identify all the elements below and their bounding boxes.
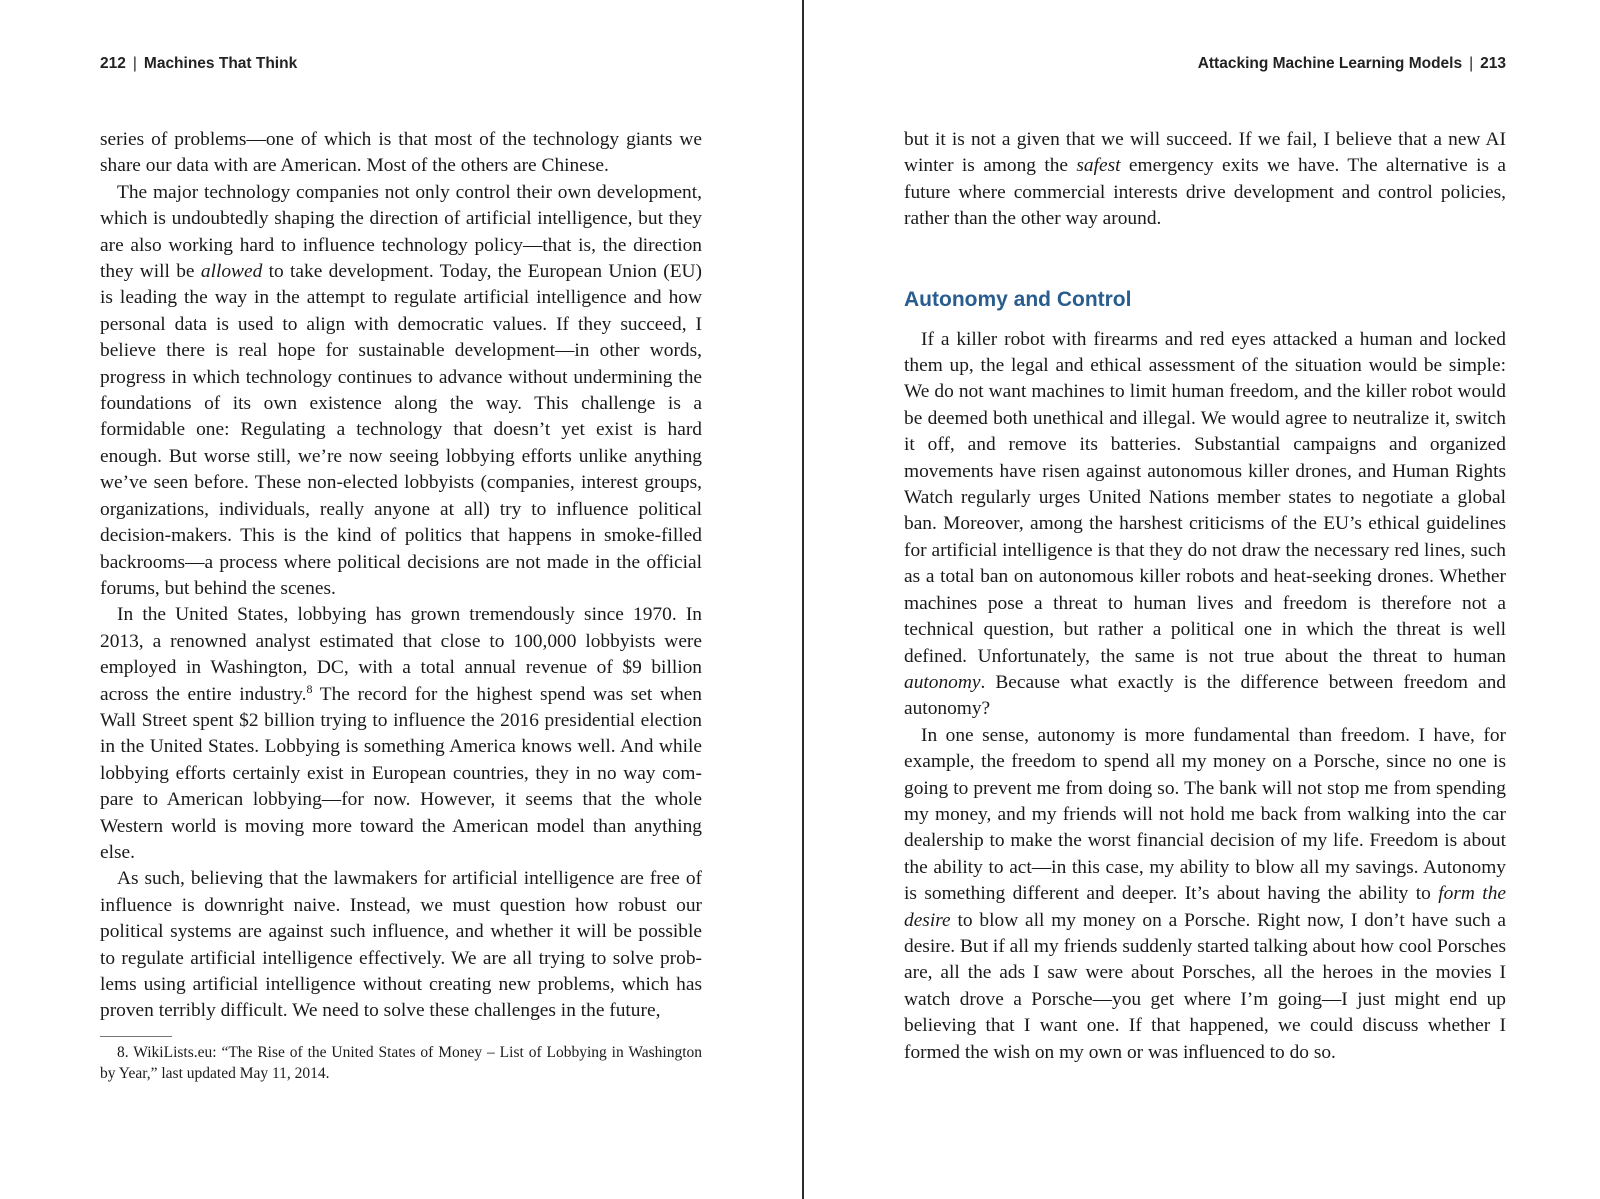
right-running-title: Attacking Machine Learning Models — [1197, 55, 1463, 72]
text-run: In the United States, lobbying has grown tremendously since 1970. In 2013, a renowned analyst estimated that close to 100,000 lobbyists were employed in Washington, DC, with a total annual revenue of $9 billion across the entire industry. — [100, 604, 702, 705]
footnote-rule — [100, 1036, 172, 1037]
emphasis-text: autonomy — [904, 671, 981, 693]
emphasis-text: allowed — [200, 261, 263, 283]
left-page — [100, 0, 702, 1199]
left-page-number: 212 — [100, 55, 126, 72]
running-head-separator: | — [1469, 55, 1474, 72]
right-paragraph-2 — [904, 327, 1506, 723]
text-run: The major technology companies not only control their own development, which is undoubtedly shaping the direction of artificial intelligence, but they are also working hard to influence technology policy—that is, the direction they will be — [100, 181, 702, 283]
right-running-head — [904, 55, 1506, 73]
text-run: to take development. Today, the European Union (EU) is leading the way in the attempt to regulate artificial intelligence and how personal data is used to align with democratic values. If they succeed, I believe there is real hope for sustainable development—in other words, progress in which technology continues to advance without undermining the foundations of its own existence along the way. This challenge is a formidable one: Regulating a technology that doesn’t yet exist is hard enough. But worse still, we’re now seeing lobbying efforts unlike anything we’ve seen before. These non-elected lobbyists (companies, interest groups, organizations, individuals, really anyone at all) try to influence political decision-makers. This is the kind of politics that happens in smoke-filled backrooms—a process where political decisions are not made in the official forums, but behind the scenes. — [100, 261, 702, 599]
text-run: emergency exits we have. The alternative is a future where commercial interests drive development and control policies, rather than the other way around. — [904, 155, 1507, 230]
right-paragraph-3 — [904, 723, 1506, 1066]
right-page — [904, 0, 1506, 1199]
text-run: but it is not a given that we will succeed. If we fail, I believe that a new AI winter is among the — [904, 129, 1506, 177]
emphasis-text: form the desire — [904, 883, 1507, 931]
right-page-number: 213 — [1480, 55, 1506, 72]
book-gutter-divider — [802, 0, 804, 1199]
text-run: to blow all my money on a Porsche. Right now, I don’t have such a desire. But if all my friends suddenly started talking about how cool Porsches are, all the ads I saw were about Porsches, all the heroes in the movies I watch drove a Porsche—you get where I’m going—I just might end up believing that I want one. If that happened, we could discuss whether I formed the wish on my own or was influenced to do so. — [904, 909, 1506, 1063]
left-running-head — [100, 55, 702, 73]
text-run: In one sense, autonomy is more fundamental than freedom. I have, for example, the freedom to spend all my money on a Porsche, since no one is going to prevent me from doing so. The bank will not stop me from spending my money, and my friends will not hold me back from walking into the car dealership to make the worst financial decision of my life. Freedom is about the ability to act—in this case, my ability to blow all my savings. Autonomy is something different and deeper. It’s about having the ability to — [904, 724, 1506, 905]
footnote: 8. WikiLists.eu: “The Rise of the United States of Money – List of Lobbying in Washington by Year,” last updated May 11, 2014. — [100, 1044, 702, 1082]
footnote-reference[interactable]: 8 — [306, 681, 313, 696]
section-heading: Autonomy and Control — [904, 287, 1132, 311]
text-run: If a killer robot with firearms and red eyes attacked a human and locked them up, the legal and ethical assessment of the situation would be simple: We do not want machines to limit human freedom, and the killer robot would be deemed both unethical and illegal. We would agree to neutralize it, switch it off, and remove its batteries. Substantial campaigns and organized movements have risen against autonomous killer drones, and Human Rights Watch regularly urges United Nations member states to negotiate a global ban. Moreover, among the harshest criticisms of the EU’s ethical guidelines for artificial intelligence is that they do not draw the necessary red lines, such as a total ban on autonomous killer robots and heat-seeking drones. Whether machines pose a threat to human lives and freedom is therefore not a technical question, but rather a political one in which the threat is well defined. Unfortunately, the same is not true about the threat to human — [904, 328, 1506, 667]
left-paragraph-3 — [100, 602, 702, 866]
right-body-text — [904, 127, 1506, 1066]
left-paragraph-2 — [100, 180, 702, 603]
text-run: . Because what exactly is the difference between freedom and autonomy? — [904, 671, 1506, 720]
left-body-text — [100, 127, 702, 1025]
emphasis-text: safest — [1076, 155, 1121, 177]
right-paragraph-1 — [904, 127, 1506, 233]
text-run: The record for the highest spend was set when Wall Street spent $2 billion trying to influence the 2016 presidential election in the United States. Lobbying is something America knows well. And while lobbying efforts certainly exist in European countries, they in no way compare to American lobbying—for now. However, it seems that the whole Western world is moving more toward the American model than anything else. — [100, 683, 702, 863]
left-paragraph-4: As such, believing that the lawmakers for artificial intelligence are free of influence is downright naive. Instead, we must question how robust our political systems are against such influence, and whether it will be possible to regulate artificial intelligence effectively. We are all trying to solve problems using artificial intelligence without creating new problems, which has proven terribly difficult. We need to solve these challenges in the future, — [100, 868, 702, 1022]
left-paragraph-1: series of problems—one of which is that most of the technology giants we share our data with are American. Most of the others are Chinese. — [100, 129, 702, 177]
running-head-separator: | — [132, 55, 137, 72]
left-running-title: Machines That Think — [143, 55, 298, 72]
